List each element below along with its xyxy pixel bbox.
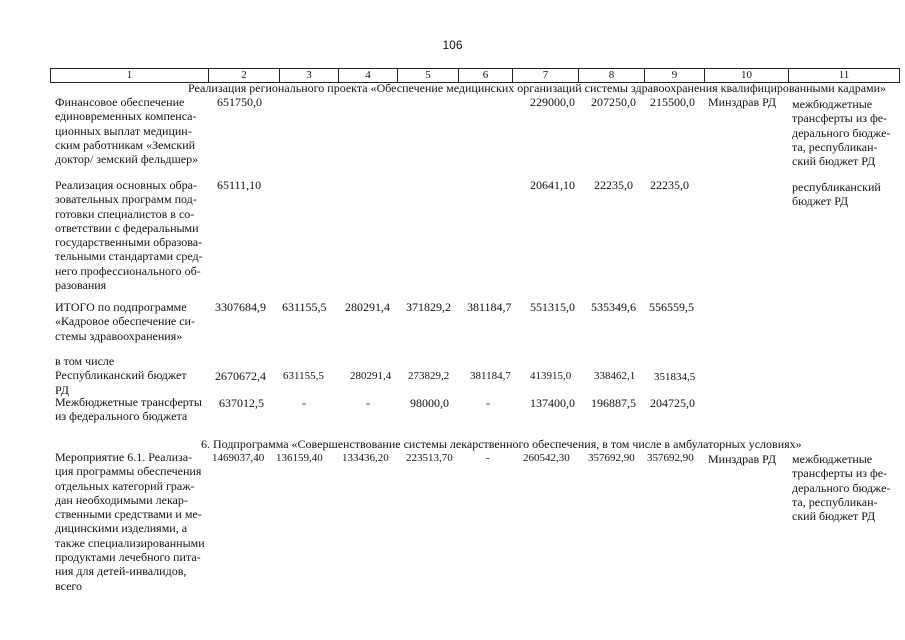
column-header-11: 11 <box>788 69 900 82</box>
row-name: ИТОГО по подпрограмме «Кадровое обеспечение си- стемы здравоохранения» <box>55 300 195 343</box>
row-name: Мероприятие 6.1. Реализа- ция программы обеспечения отдельных категорий граж- дан необходимыми лекар- ственными средствами и ме- дицинскими изделиями, а также специализированными продуктами лечебного пита- ния для детей-инвалидов, всего <box>55 450 205 593</box>
cell-total: 2670672,4 <box>215 369 266 383</box>
cell-year-2021b: - <box>486 396 490 410</box>
cell-executor: Минздрав РД <box>708 452 777 466</box>
cell-year-2022: 413915,0 <box>530 370 572 382</box>
cell-year-2023: 22235,0 <box>594 178 633 192</box>
column-header-5: 5 <box>397 69 458 82</box>
cell-year-2023: 338462,1 <box>594 370 636 382</box>
cell-year-2021a: 223513,70 <box>406 452 453 464</box>
cell-year-2024: 204725,0 <box>650 396 695 410</box>
cell-year-2021b: 381184,7 <box>467 300 512 314</box>
cell-total: 3307684,9 <box>215 300 266 314</box>
column-header-1: 1 <box>50 69 208 82</box>
column-header-2: 2 <box>208 69 279 82</box>
column-header-4: 4 <box>338 69 397 82</box>
cell-year-2023: 196887,5 <box>591 396 636 410</box>
row-name: в том числе Республиканский бюджет РД <box>55 354 187 397</box>
cell-year-2024: 351834,5 <box>654 371 696 383</box>
column-header-7: 7 <box>512 69 578 82</box>
cell-year-2019: 631155,5 <box>282 300 327 314</box>
column-header-9: 9 <box>644 69 704 82</box>
cell-year-2021a: 98000,0 <box>410 396 449 410</box>
cell-year-2024: 215500,0 <box>650 95 695 109</box>
cell-year-2023: 357692,90 <box>588 452 635 464</box>
column-header-8: 8 <box>578 69 644 82</box>
cell-total: 65111,10 <box>217 178 262 192</box>
cell-year-2019: 631155,5 <box>283 370 324 382</box>
cell-year-2024: 22235,0 <box>650 178 689 192</box>
column-header-6: 6 <box>458 69 512 82</box>
cell-year-2022: 551315,0 <box>530 300 575 314</box>
cell-year-2023: 207250,0 <box>591 95 636 109</box>
cell-year-2020: - <box>366 396 370 410</box>
cell-year-2020: 133436,20 <box>342 452 389 464</box>
cell-total: 1469037,40 <box>212 452 265 464</box>
cell-year-2019: - <box>302 396 306 410</box>
cell-year-2023: 535349,6 <box>591 300 636 314</box>
cell-year-2020: 280291,4 <box>345 300 390 314</box>
cell-total: 651750,0 <box>217 95 262 109</box>
row-name: Реализация основных обра- зовательных программ под- готовки специалистов в со- ответствии с федеральными государственными образова- тельными стандартами сред- него профессионального об- разования <box>55 178 203 293</box>
cell-year-2022: 20641,10 <box>530 178 575 192</box>
cell-funding-source: межбюджетные трансферты из фе- дерального бюдже- та, республикан- ский бюджет РД <box>792 452 891 524</box>
cell-funding-source: межбюджетные трансферты из фе- дерального бюдже- та, республикан- ский бюджет РД <box>792 97 891 169</box>
cell-year-2021b: - <box>486 452 490 464</box>
cell-year-2021a: 371829,2 <box>406 300 451 314</box>
cell-year-2021b: 381184,7 <box>470 370 511 382</box>
cell-year-2024: 357692,90 <box>647 452 694 464</box>
column-header-3: 3 <box>279 69 338 82</box>
cell-year-2019: 136159,40 <box>276 452 323 464</box>
row-name: Межбюджетные трансферты из федерального бюджета <box>55 395 202 424</box>
cell-executor: Минздрав РД <box>708 95 777 109</box>
cell-year-2021a: 273829,2 <box>408 370 450 382</box>
row-name: Финансовое обеспечение единовременных компенса- ционных выплат медицин- ским работникам «Земский доктор/ земский фельдшер» <box>55 95 199 167</box>
cell-year-2022: 260542,30 <box>523 452 570 464</box>
cell-funding-source: республиканский бюджет РД <box>792 180 881 209</box>
column-header-10: 10 <box>704 69 788 82</box>
cell-year-2022: 137400,0 <box>530 396 575 410</box>
page-number: 106 <box>442 38 463 52</box>
section-title: 6. Подпрограмма «Совершенствование системы лекарственного обеспечения, в том числе в амбулаторных условиях» <box>201 437 802 451</box>
cell-year-2024: 556559,5 <box>649 300 694 314</box>
cell-year-2022: 229000,0 <box>530 95 575 109</box>
cell-year-2020: 280291,4 <box>350 370 392 382</box>
cell-total: 637012,5 <box>219 396 264 410</box>
section-title: Реализация регионального проекта «Обеспечение медицинских организаций системы здравоохранения квалифицированными кадрами» <box>188 81 887 95</box>
